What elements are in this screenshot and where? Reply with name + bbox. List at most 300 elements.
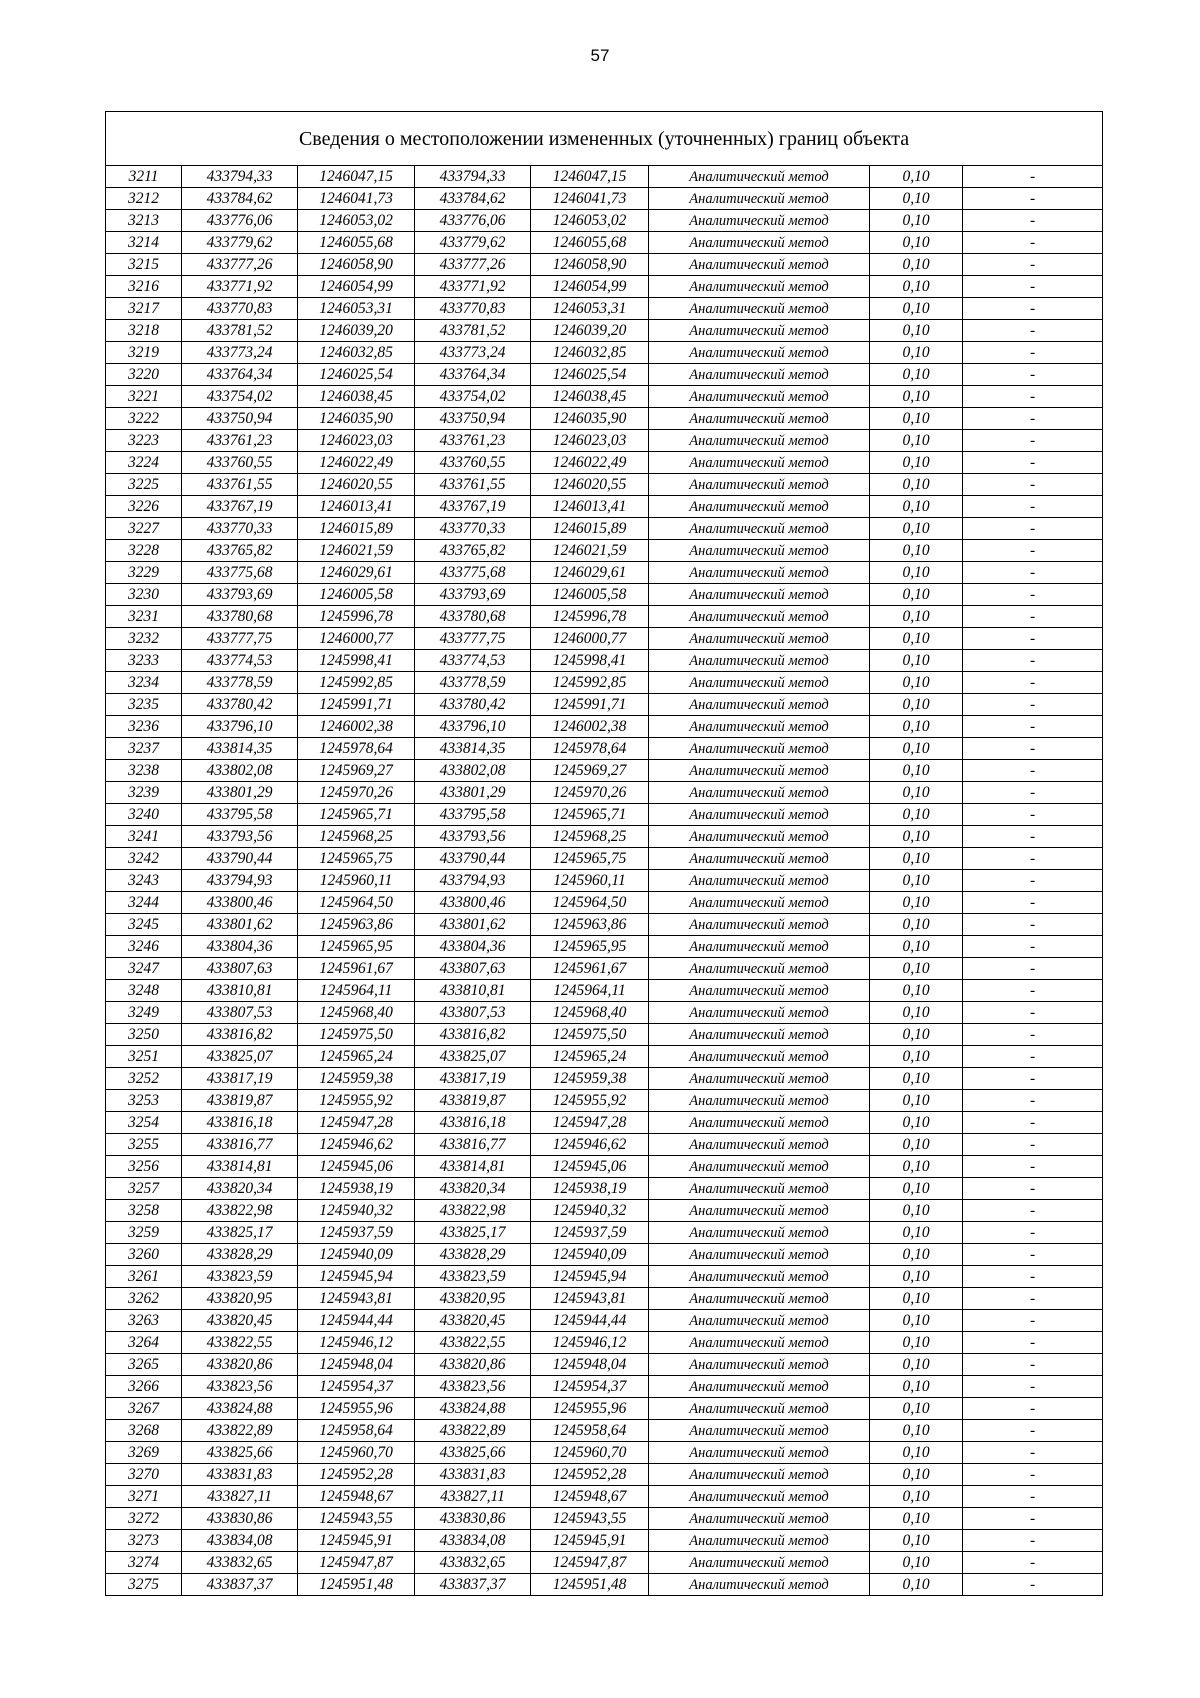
table-row (106, 1178, 1103, 1200)
cell-x-existing: 433814,81 (182, 1156, 298, 1178)
cell-x-refined: 433817,19 (415, 1068, 531, 1090)
cell-accuracy: 0,10 (870, 408, 963, 430)
table-row (106, 1332, 1103, 1354)
cell-x-existing: 433823,59 (182, 1266, 298, 1288)
cell-x-existing: 433834,08 (182, 1530, 298, 1552)
cell-description: - (963, 606, 1103, 628)
cell-description: - (963, 1552, 1103, 1574)
table-row (106, 628, 1103, 650)
cell-x-existing: 433795,58 (182, 804, 298, 826)
cell-y-existing: 1245970,26 (298, 782, 415, 804)
cell-accuracy: 0,10 (870, 452, 963, 474)
cell-y-existing: 1245940,32 (298, 1200, 415, 1222)
cell-x-existing: 433832,65 (182, 1552, 298, 1574)
cell-point-number: 3233 (106, 650, 182, 672)
cell-point-number: 3228 (106, 540, 182, 562)
cell-point-number: 3263 (106, 1310, 182, 1332)
cell-x-existing: 433793,56 (182, 826, 298, 848)
cell-accuracy: 0,10 (870, 1244, 963, 1266)
cell-method: Аналитический метод (649, 1134, 870, 1156)
cell-x-existing: 433796,10 (182, 716, 298, 738)
cell-y-existing: 1245998,41 (298, 650, 415, 672)
cell-accuracy: 0,10 (870, 254, 963, 276)
cell-x-refined: 433794,33 (415, 166, 531, 188)
cell-accuracy: 0,10 (870, 1178, 963, 1200)
cell-y-refined: 1246021,59 (531, 540, 649, 562)
cell-x-refined: 433780,42 (415, 694, 531, 716)
table-row (106, 210, 1103, 232)
cell-description: - (963, 166, 1103, 188)
cell-y-refined: 1245970,26 (531, 782, 649, 804)
cell-point-number: 3258 (106, 1200, 182, 1222)
cell-y-refined: 1245991,71 (531, 694, 649, 716)
cell-point-number: 3275 (106, 1574, 182, 1596)
cell-x-existing: 433825,66 (182, 1442, 298, 1464)
table-row (106, 232, 1103, 254)
cell-x-refined: 433820,95 (415, 1288, 531, 1310)
table-row (106, 1112, 1103, 1134)
table-row (106, 1024, 1103, 1046)
cell-x-refined: 433777,26 (415, 254, 531, 276)
cell-method: Аналитический метод (649, 1156, 870, 1178)
cell-x-refined: 433801,62 (415, 914, 531, 936)
cell-point-number: 3244 (106, 892, 182, 914)
cell-y-refined: 1245951,48 (531, 1574, 649, 1596)
cell-point-number: 3249 (106, 1002, 182, 1024)
cell-x-existing: 433820,95 (182, 1288, 298, 1310)
cell-accuracy: 0,10 (870, 826, 963, 848)
cell-accuracy: 0,10 (870, 430, 963, 452)
cell-point-number: 3213 (106, 210, 182, 232)
cell-accuracy: 0,10 (870, 672, 963, 694)
cell-y-refined: 1245960,11 (531, 870, 649, 892)
cell-method: Аналитический метод (649, 650, 870, 672)
cell-description: - (963, 496, 1103, 518)
cell-x-existing: 433807,53 (182, 1002, 298, 1024)
cell-y-existing: 1246022,49 (298, 452, 415, 474)
cell-y-refined: 1246058,90 (531, 254, 649, 276)
table-row (106, 298, 1103, 320)
cell-y-refined: 1245946,12 (531, 1332, 649, 1354)
cell-y-existing: 1246013,41 (298, 496, 415, 518)
cell-point-number: 3237 (106, 738, 182, 760)
cell-point-number: 3229 (106, 562, 182, 584)
cell-method: Аналитический метод (649, 386, 870, 408)
cell-description: - (963, 584, 1103, 606)
cell-y-existing: 1245955,96 (298, 1398, 415, 1420)
cell-x-refined: 433770,33 (415, 518, 531, 540)
cell-y-refined: 1245955,92 (531, 1090, 649, 1112)
cell-x-refined: 433784,62 (415, 188, 531, 210)
cell-y-refined: 1245940,09 (531, 1244, 649, 1266)
cell-y-existing: 1245946,62 (298, 1134, 415, 1156)
cell-y-existing: 1246020,55 (298, 474, 415, 496)
cell-y-refined: 1246053,31 (531, 298, 649, 320)
table-row (106, 1530, 1103, 1552)
cell-method: Аналитический метод (649, 782, 870, 804)
cell-accuracy: 0,10 (870, 848, 963, 870)
cell-y-existing: 1245955,92 (298, 1090, 415, 1112)
cell-x-existing: 433761,55 (182, 474, 298, 496)
cell-accuracy: 0,10 (870, 1530, 963, 1552)
cell-description: - (963, 1090, 1103, 1112)
cell-point-number: 3260 (106, 1244, 182, 1266)
cell-description: - (963, 474, 1103, 496)
table-row (106, 1420, 1103, 1442)
cell-method: Аналитический метод (649, 672, 870, 694)
cell-x-refined: 433777,75 (415, 628, 531, 650)
cell-description: - (963, 320, 1103, 342)
cell-method: Аналитический метод (649, 914, 870, 936)
cell-y-refined: 1246032,85 (531, 342, 649, 364)
cell-x-existing: 433810,81 (182, 980, 298, 1002)
cell-x-existing: 433770,83 (182, 298, 298, 320)
cell-accuracy: 0,10 (870, 1310, 963, 1332)
cell-accuracy: 0,10 (870, 188, 963, 210)
table-row (106, 386, 1103, 408)
cell-method: Аналитический метод (649, 166, 870, 188)
cell-point-number: 3255 (106, 1134, 182, 1156)
table-row (106, 452, 1103, 474)
cell-description: - (963, 1508, 1103, 1530)
cell-x-existing: 433801,29 (182, 782, 298, 804)
cell-method: Аналитический метод (649, 584, 870, 606)
cell-x-refined: 433795,58 (415, 804, 531, 826)
cell-y-refined: 1245963,86 (531, 914, 649, 936)
cell-method: Аналитический метод (649, 1200, 870, 1222)
cell-y-existing: 1246029,61 (298, 562, 415, 584)
cell-accuracy: 0,10 (870, 1398, 963, 1420)
table-row (106, 1288, 1103, 1310)
cell-y-refined: 1245954,37 (531, 1376, 649, 1398)
cell-y-existing: 1245968,40 (298, 1002, 415, 1024)
cell-y-existing: 1245943,81 (298, 1288, 415, 1310)
cell-method: Аналитический метод (649, 1508, 870, 1530)
cell-accuracy: 0,10 (870, 1464, 963, 1486)
cell-accuracy: 0,10 (870, 892, 963, 914)
cell-y-refined: 1245968,25 (531, 826, 649, 848)
cell-accuracy: 0,10 (870, 298, 963, 320)
cell-x-existing: 433777,75 (182, 628, 298, 650)
cell-method: Аналитический метод (649, 540, 870, 562)
cell-y-existing: 1246041,73 (298, 188, 415, 210)
table-row (106, 738, 1103, 760)
cell-description: - (963, 540, 1103, 562)
cell-accuracy: 0,10 (870, 1508, 963, 1530)
cell-point-number: 3241 (106, 826, 182, 848)
cell-x-refined: 433774,53 (415, 650, 531, 672)
table-row (106, 892, 1103, 914)
table-row (106, 1046, 1103, 1068)
cell-y-refined: 1245947,87 (531, 1552, 649, 1574)
cell-method: Аналитический метод (649, 430, 870, 452)
cell-point-number: 3246 (106, 936, 182, 958)
cell-point-number: 3226 (106, 496, 182, 518)
cell-method: Аналитический метод (649, 1442, 870, 1464)
cell-y-refined: 1246005,58 (531, 584, 649, 606)
cell-accuracy: 0,10 (870, 320, 963, 342)
cell-method: Аналитический метод (649, 1464, 870, 1486)
cell-method: Аналитический метод (649, 1574, 870, 1596)
cell-method: Аналитический метод (649, 452, 870, 474)
cell-method: Аналитический метод (649, 804, 870, 826)
cell-y-refined: 1245959,38 (531, 1068, 649, 1090)
table-row (106, 1464, 1103, 1486)
cell-method: Аналитический метод (649, 364, 870, 386)
cell-y-refined: 1245964,11 (531, 980, 649, 1002)
cell-accuracy: 0,10 (870, 628, 963, 650)
cell-y-existing: 1245960,70 (298, 1442, 415, 1464)
cell-x-refined: 433825,07 (415, 1046, 531, 1068)
cell-x-existing: 433820,86 (182, 1354, 298, 1376)
cell-point-number: 3242 (106, 848, 182, 870)
cell-x-existing: 433775,68 (182, 562, 298, 584)
cell-method: Аналитический метод (649, 1112, 870, 1134)
cell-x-existing: 433754,02 (182, 386, 298, 408)
cell-x-refined: 433825,17 (415, 1222, 531, 1244)
cell-x-existing: 433822,89 (182, 1420, 298, 1442)
table-row (106, 1354, 1103, 1376)
boundary-coordinates-table (105, 111, 1103, 1596)
cell-accuracy: 0,10 (870, 694, 963, 716)
cell-point-number: 3268 (106, 1420, 182, 1442)
cell-y-existing: 1246023,03 (298, 430, 415, 452)
cell-method: Аналитический метод (649, 1222, 870, 1244)
cell-description: - (963, 694, 1103, 716)
table-row (106, 958, 1103, 980)
cell-y-existing: 1246054,99 (298, 276, 415, 298)
cell-y-existing: 1245965,95 (298, 936, 415, 958)
table-row (106, 1376, 1103, 1398)
cell-method: Аналитический метод (649, 1244, 870, 1266)
cell-description: - (963, 408, 1103, 430)
cell-point-number: 3253 (106, 1090, 182, 1112)
cell-method: Аналитический метод (649, 496, 870, 518)
cell-accuracy: 0,10 (870, 1024, 963, 1046)
cell-method: Аналитический метод (649, 342, 870, 364)
cell-y-existing: 1245992,85 (298, 672, 415, 694)
table-row (106, 254, 1103, 276)
cell-point-number: 3269 (106, 1442, 182, 1464)
cell-x-existing: 433776,06 (182, 210, 298, 232)
cell-y-refined: 1245975,50 (531, 1024, 649, 1046)
cell-y-existing: 1245975,50 (298, 1024, 415, 1046)
table-row (106, 848, 1103, 870)
cell-point-number: 3239 (106, 782, 182, 804)
cell-point-number: 3251 (106, 1046, 182, 1068)
cell-y-existing: 1245969,27 (298, 760, 415, 782)
cell-x-refined: 433750,94 (415, 408, 531, 430)
cell-method: Аналитический метод (649, 1266, 870, 1288)
cell-description: - (963, 1112, 1103, 1134)
cell-x-refined: 433816,18 (415, 1112, 531, 1134)
cell-x-refined: 433802,08 (415, 760, 531, 782)
cell-description: - (963, 980, 1103, 1002)
cell-description: - (963, 1442, 1103, 1464)
cell-x-existing: 433770,33 (182, 518, 298, 540)
cell-point-number: 3272 (106, 1508, 182, 1530)
cell-x-existing: 433794,93 (182, 870, 298, 892)
cell-y-refined: 1245937,59 (531, 1222, 649, 1244)
cell-y-refined: 1245943,55 (531, 1508, 649, 1530)
cell-y-existing: 1245945,06 (298, 1156, 415, 1178)
cell-y-refined: 1245944,44 (531, 1310, 649, 1332)
cell-point-number: 3216 (106, 276, 182, 298)
cell-x-existing: 433820,34 (182, 1178, 298, 1200)
cell-method: Аналитический метод (649, 1530, 870, 1552)
cell-accuracy: 0,10 (870, 364, 963, 386)
cell-x-refined: 433767,19 (415, 496, 531, 518)
cell-x-existing: 433816,82 (182, 1024, 298, 1046)
cell-y-existing: 1246005,58 (298, 584, 415, 606)
cell-description: - (963, 188, 1103, 210)
cell-x-existing: 433830,86 (182, 1508, 298, 1530)
cell-y-existing: 1245954,37 (298, 1376, 415, 1398)
table-row (106, 408, 1103, 430)
cell-x-refined: 433816,77 (415, 1134, 531, 1156)
cell-y-refined: 1245998,41 (531, 650, 649, 672)
table-body (106, 166, 1103, 1596)
cell-x-refined: 433824,88 (415, 1398, 531, 1420)
cell-accuracy: 0,10 (870, 1112, 963, 1134)
cell-x-refined: 433800,46 (415, 892, 531, 914)
cell-x-refined: 433775,68 (415, 562, 531, 584)
cell-x-refined: 433819,87 (415, 1090, 531, 1112)
cell-description: - (963, 1354, 1103, 1376)
cell-accuracy: 0,10 (870, 518, 963, 540)
cell-description: - (963, 1222, 1103, 1244)
cell-accuracy: 0,10 (870, 738, 963, 760)
cell-y-refined: 1246000,77 (531, 628, 649, 650)
cell-y-refined: 1245948,67 (531, 1486, 649, 1508)
cell-y-existing: 1245951,48 (298, 1574, 415, 1596)
cell-x-refined: 433754,02 (415, 386, 531, 408)
table-row (106, 782, 1103, 804)
table-row (106, 804, 1103, 826)
cell-x-refined: 433823,59 (415, 1266, 531, 1288)
cell-x-existing: 433761,23 (182, 430, 298, 452)
cell-description: - (963, 716, 1103, 738)
cell-point-number: 3254 (106, 1112, 182, 1134)
cell-point-number: 3227 (106, 518, 182, 540)
cell-x-refined: 433779,62 (415, 232, 531, 254)
table-row (106, 430, 1103, 452)
cell-point-number: 3266 (106, 1376, 182, 1398)
table-row (106, 1002, 1103, 1024)
cell-description: - (963, 386, 1103, 408)
cell-y-existing: 1245947,87 (298, 1552, 415, 1574)
cell-description: - (963, 1288, 1103, 1310)
table-row (106, 936, 1103, 958)
table-row (106, 1552, 1103, 1574)
cell-accuracy: 0,10 (870, 276, 963, 298)
cell-x-refined: 433771,92 (415, 276, 531, 298)
cell-y-existing: 1246025,54 (298, 364, 415, 386)
cell-y-refined: 1245969,27 (531, 760, 649, 782)
cell-x-existing: 433807,63 (182, 958, 298, 980)
cell-y-refined: 1246020,55 (531, 474, 649, 496)
cell-accuracy: 0,10 (870, 342, 963, 364)
table-row (106, 760, 1103, 782)
cell-point-number: 3230 (106, 584, 182, 606)
cell-point-number: 3238 (106, 760, 182, 782)
cell-x-existing: 433819,87 (182, 1090, 298, 1112)
table-row (106, 342, 1103, 364)
cell-point-number: 3240 (106, 804, 182, 826)
cell-y-refined: 1245965,95 (531, 936, 649, 958)
cell-point-number: 3270 (106, 1464, 182, 1486)
cell-y-existing: 1246039,20 (298, 320, 415, 342)
cell-description: - (963, 1530, 1103, 1552)
cell-y-refined: 1245992,85 (531, 672, 649, 694)
cell-method: Аналитический метод (649, 562, 870, 584)
cell-x-existing: 433831,83 (182, 1464, 298, 1486)
cell-description: - (963, 1178, 1103, 1200)
table-row (106, 474, 1103, 496)
cell-method: Аналитический метод (649, 870, 870, 892)
cell-accuracy: 0,10 (870, 606, 963, 628)
cell-x-existing: 433794,33 (182, 166, 298, 188)
cell-method: Аналитический метод (649, 1068, 870, 1090)
table-row (106, 1068, 1103, 1090)
cell-description: - (963, 914, 1103, 936)
cell-description: - (963, 1376, 1103, 1398)
cell-x-refined: 433793,56 (415, 826, 531, 848)
table-row (106, 584, 1103, 606)
cell-x-refined: 433825,66 (415, 1442, 531, 1464)
cell-method: Аналитический метод (649, 1354, 870, 1376)
cell-point-number: 3248 (106, 980, 182, 1002)
table-row (106, 826, 1103, 848)
cell-y-existing: 1245965,75 (298, 848, 415, 870)
cell-x-refined: 433801,29 (415, 782, 531, 804)
table-row (106, 650, 1103, 672)
cell-point-number: 3257 (106, 1178, 182, 1200)
cell-description: - (963, 430, 1103, 452)
cell-description: - (963, 1420, 1103, 1442)
cell-point-number: 3223 (106, 430, 182, 452)
cell-x-refined: 433816,82 (415, 1024, 531, 1046)
cell-y-existing: 1246055,68 (298, 232, 415, 254)
table-row (106, 1508, 1103, 1530)
table-row (106, 1090, 1103, 1112)
cell-y-refined: 1246002,38 (531, 716, 649, 738)
cell-x-existing: 433817,19 (182, 1068, 298, 1090)
table-title-row (106, 112, 1103, 166)
cell-x-refined: 433820,45 (415, 1310, 531, 1332)
cell-y-existing: 1245948,67 (298, 1486, 415, 1508)
cell-y-existing: 1245968,25 (298, 826, 415, 848)
cell-y-existing: 1245964,50 (298, 892, 415, 914)
cell-y-refined: 1245968,40 (531, 1002, 649, 1024)
table-row (106, 562, 1103, 584)
cell-y-refined: 1246022,49 (531, 452, 649, 474)
cell-method: Аналитический метод (649, 1002, 870, 1024)
cell-x-existing: 433823,56 (182, 1376, 298, 1398)
cell-description: - (963, 1134, 1103, 1156)
cell-method: Аналитический метод (649, 1486, 870, 1508)
cell-accuracy: 0,10 (870, 1574, 963, 1596)
cell-description: - (963, 1266, 1103, 1288)
cell-description: - (963, 1398, 1103, 1420)
cell-x-existing: 433824,88 (182, 1398, 298, 1420)
cell-x-existing: 433765,82 (182, 540, 298, 562)
table-row (106, 606, 1103, 628)
cell-method: Аналитический метод (649, 1024, 870, 1046)
cell-description: - (963, 782, 1103, 804)
cell-point-number: 3264 (106, 1332, 182, 1354)
cell-method: Аналитический метод (649, 518, 870, 540)
